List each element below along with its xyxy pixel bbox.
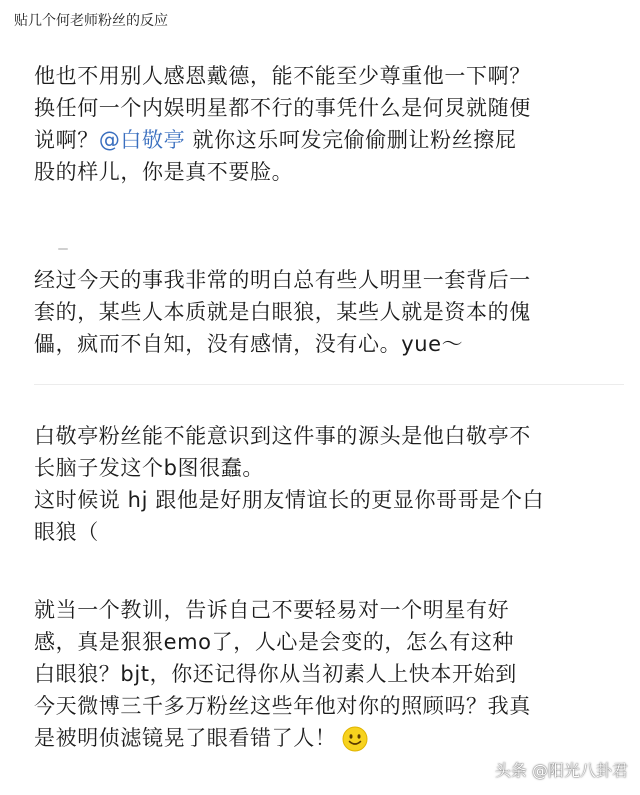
post-line: 眼狼（ [34, 520, 99, 544]
comment-post-1 [34, 60, 624, 188]
post-line-segment: 是被明侦滤镜晃了眼看错了人！ [34, 726, 337, 750]
post-line: 儡，疯而不自知，没有感情，没有心。yue～ [34, 332, 464, 356]
post-line: 就当一个教训，告诉自己不要轻易对一个明星有好 [34, 598, 510, 622]
post-line: 这时候说 hj 跟他是好朋友情谊长的更显你哥哥是个白 [34, 488, 545, 512]
smiling-face-icon [342, 726, 368, 752]
comment-post-3 [34, 420, 624, 548]
comment-post-4 [34, 594, 624, 754]
post-line: 长脑子发这个b图很蠢。 [34, 456, 264, 480]
post-line-segment: 说啊？ [34, 128, 99, 152]
post-line: 他也不用别人感恩戴德，能不能至少尊重他一下啊？ [34, 64, 531, 88]
post-line-with-mention [34, 124, 624, 156]
post-line: 股的样儿，你是真不要脸。 [34, 160, 294, 184]
post-line: 白眼狼？bjt，你还记得你从当初素人上快本开始到 [34, 662, 517, 686]
post-line-segment: 就你这乐呵发完偷偷删让粉丝擦屁 [185, 128, 517, 152]
post-line-final [34, 722, 624, 754]
page-title: 贴几个何老师粉丝的反应 [14, 13, 168, 29]
post-line: 经过今天的事我非常的明白总有些人明里一套背后一 [34, 268, 531, 292]
comment-post-2 [34, 264, 624, 360]
post-line: 套的，某些人本质就是白眼狼，某些人就是资本的傀 [34, 300, 531, 324]
post-line: 今天微博三千多万粉丝这些年他对你的照顾吗？我真 [34, 694, 531, 718]
watermark: 头条 @阳光八卦君 [494, 761, 628, 780]
post-line: 感，真是狠狠emo了，人心是会变的，怎么有这种 [34, 630, 515, 654]
post-line: 换任何一个内娱明星都不行的事凭什么是何炅就随便 [34, 96, 531, 120]
divider [34, 384, 624, 385]
divider-mark [58, 248, 68, 250]
post-line: 白敬亭粉丝能不能意识到这件事的源头是他白敬亭不 [34, 424, 531, 448]
user-mention-link[interactable]: @白敬亭 [98, 128, 186, 152]
